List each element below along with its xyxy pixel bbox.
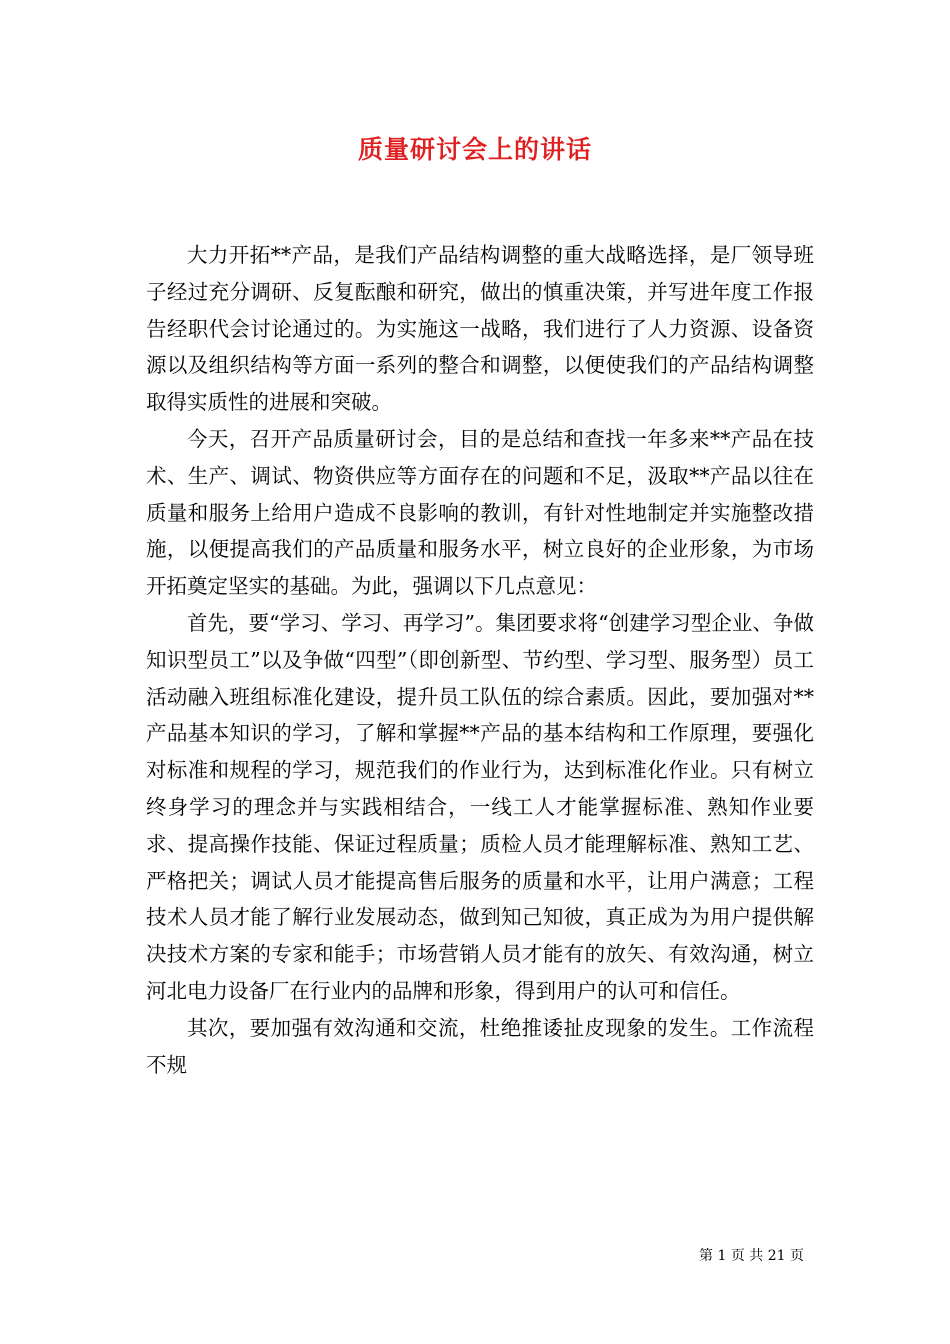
paragraph: 首先，要“学习、学习、再学习”。集团要求将“创建学习型企业、争做知识型员工”以及争做“四型”（即创新型、节约型、学习型、服务型）员工活动融入班组标准化建设，提升员工队伍的综合素质。因此，要加强对**产品基本知识的学习，了解和掌握**产品的基本结构和工作原理，要强化对标准和规程的学习，规范我们的作业行为，达到标准化作业。只有树立终身学习的理念并与实践相结合，一线工人才能掌握标准、熟知作业要求、提高操作技能、保证过程质量；质检人员才能理解标准、熟知工艺、严格把关；调试人员才能提高售后服务的质量和水平，让用户满意；工程技术人员才能了解行业发展动态，做到知己知彼，真正成为为用户提供解决技术方案的专家和能手；市场营销人员才能有的放矢、有效沟通，树立河北电力设备厂在行业内的品牌和形象，得到用户的认可和信任。 — [146, 610, 814, 1003]
paragraph: 其次，要加强有效沟通和交流，杜绝推诿扯皮现象的发生。工作流程不规 — [146, 1015, 814, 1077]
document-body — [146, 237, 814, 1083]
page-number: 第 1 页 共 21 页 — [699, 1248, 804, 1264]
paragraph: 今天，召开产品质量研讨会，目的是总结和查找一年多来**产品在技术、生产、调试、物资供应等方面存在的问题和不足，汲取**产品以往在质量和服务上给用户造成不良影响的教训，有针对性地制定并实施整改措施，以便提高我们的产品质量和服务水平，树立良好的企业形象，为市场开拓奠定坚实的基础。为此，强调以下几点意见： — [146, 426, 814, 599]
paragraph: 大力开拓**产品，是我们产品结构调整的重大战略选择，是厂领导班子经过充分调研、反复酝酿和研究，做出的慎重决策，并写进年度工作报告经职代会讨论通过的。为实施这一战略，我们进行了人力资源、设备资源以及组织结构等方面一系列的整合和调整，以便使我们的产品结构调整取得实质性的进展和突破。 — [146, 243, 814, 415]
document-title: 质量研讨会上的讲话 — [357, 135, 592, 164]
